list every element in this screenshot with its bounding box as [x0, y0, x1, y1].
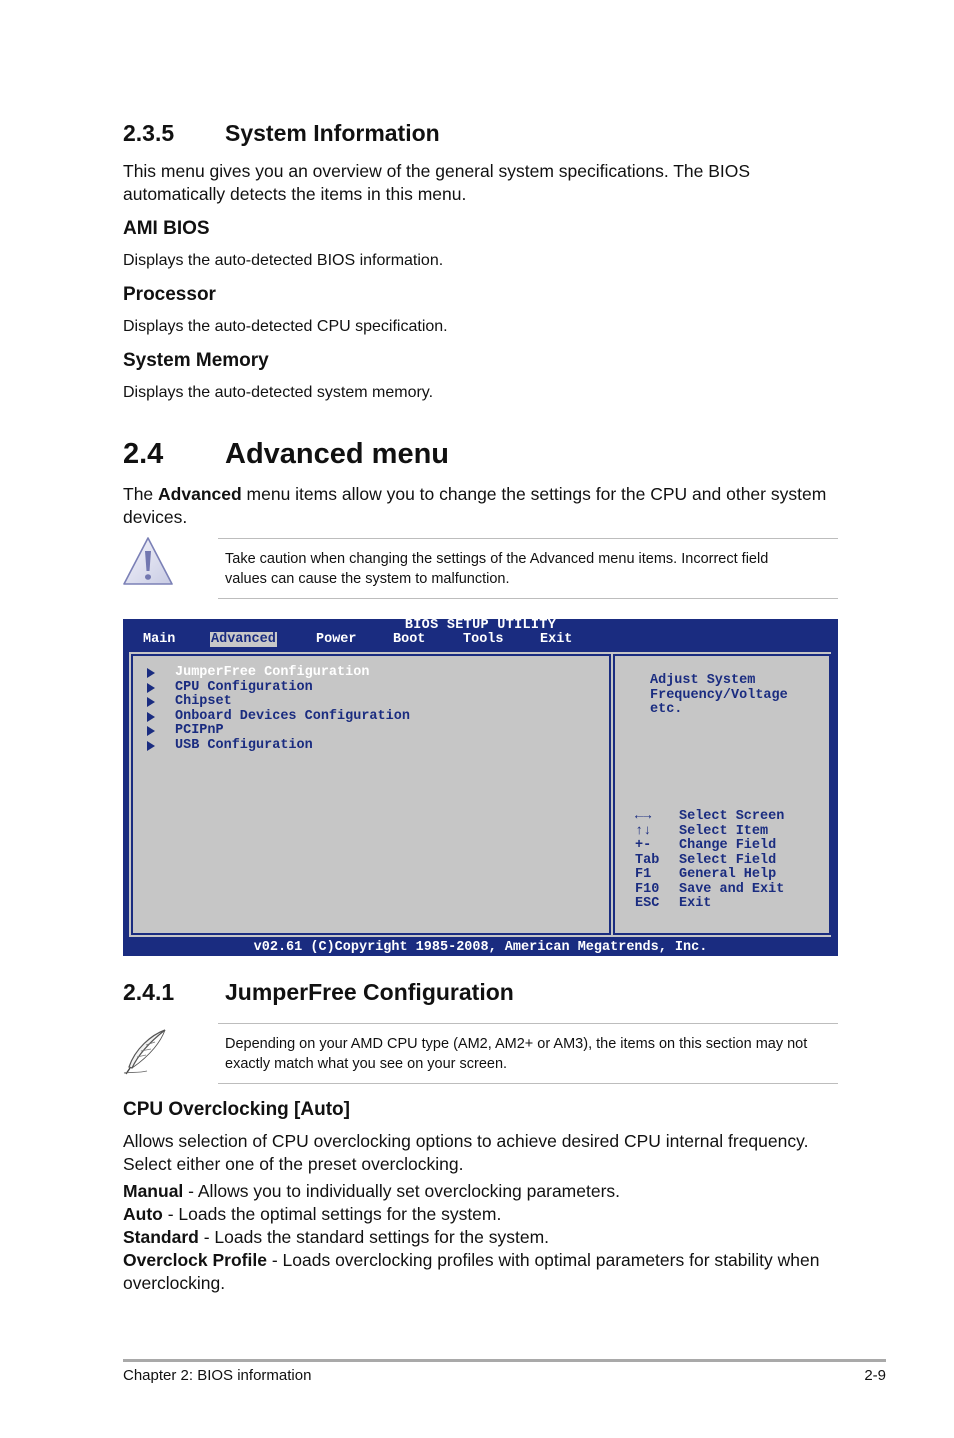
section-heading-2-4-1: [123, 979, 514, 1006]
bios-item-jumperfree[interactable]: [175, 666, 369, 681]
cpu-overclocking-options: [123, 1180, 843, 1295]
bios-help-line-1: Adjust System: [650, 673, 756, 688]
option-overclock-profile: [123, 1249, 843, 1272]
intro-pre: The: [123, 484, 159, 504]
caution-top-rule: [218, 538, 838, 539]
key-label: ESC: [635, 896, 660, 911]
bios-copyright: v02.61 (C)Copyright 1985-2008, American Megatrends, Inc.: [253, 940, 708, 955]
option-auto: [123, 1203, 843, 1226]
bios-help-line-2: Frequency/Voltage: [650, 687, 788, 703]
bios-items-pane: [131, 654, 611, 935]
bios-item-pcipnp[interactable]: [175, 724, 224, 739]
note-bottom-rule: [218, 1083, 838, 1084]
bios-item-label: Onboard Devices Configuration: [175, 708, 410, 724]
bios-item-usb-config[interactable]: [175, 739, 313, 754]
section-number: 2.4: [123, 438, 164, 470]
key-desc: Change Field: [679, 838, 777, 853]
cpu-desc-line-2: Select either one of the preset overclocking.: [123, 1154, 464, 1174]
key-desc: Exit: [679, 896, 712, 911]
bios-menu-tools[interactable]: Tools: [463, 632, 504, 647]
item-desc-ami-bios: Displays the auto-detected BIOS information.: [123, 252, 444, 269]
key-desc: Select Screen: [679, 809, 785, 824]
section-number: 2.4.1: [123, 979, 175, 1005]
bios-menu-power[interactable]: Power: [316, 632, 357, 647]
submenu-arrow-icon: [147, 683, 155, 693]
caution-bottom-rule: [218, 598, 838, 599]
item-title-processor: Processor: [123, 284, 216, 305]
bios-item-onboard-devices[interactable]: [175, 710, 410, 725]
section-intro: [123, 160, 750, 206]
section-title: JumperFree Configuration: [225, 979, 514, 1005]
item-desc-system-memory: Displays the auto-detected system memory.: [123, 384, 434, 401]
section-title: System Information: [225, 120, 440, 146]
left-right-arrows-icon: ←→: [635, 809, 652, 824]
option-desc: - Loads overclocking profiles with optimal parameters for stability when: [266, 1250, 820, 1270]
bios-item-cpu-config[interactable]: [175, 681, 313, 696]
option-manual: [123, 1180, 843, 1203]
bios-help-pane: [613, 654, 831, 935]
note-line-1: Depending on your AMD CPU type (AM2, AM2+ or AM3), the items on this section may not: [225, 1036, 808, 1052]
item-title-system-memory: System Memory: [123, 350, 269, 371]
bios-menu-advanced[interactable]: Advanced: [211, 632, 276, 647]
key-label: F10: [635, 881, 660, 897]
footer-page-number: 2-9: [864, 1367, 886, 1384]
submenu-arrow-icon: [147, 741, 155, 751]
option-name: Overclock Profile: [123, 1250, 267, 1270]
caution-icon: [121, 534, 175, 588]
submenu-arrow-icon: [147, 668, 155, 678]
option-desc: - Allows you to individually set overclocking parameters.: [183, 1181, 621, 1201]
bios-item-label: JumperFree Configuration: [175, 665, 370, 680]
bios-item-label: PCIPnP: [175, 723, 224, 738]
key-label: Tab: [635, 852, 660, 868]
footer-rule: [123, 1359, 886, 1362]
up-down-arrows-icon: ↑↓: [635, 823, 652, 839]
section-title: Advanced menu: [225, 438, 449, 470]
option-name: Manual: [123, 1181, 184, 1201]
section-heading-2-4: [123, 438, 449, 471]
bios-menu-main[interactable]: Main: [143, 632, 176, 647]
submenu-arrow-icon: [147, 726, 155, 736]
intro-post: menu items allow you to change the settings for the CPU and other system: [241, 484, 827, 504]
key-label: F1: [635, 867, 652, 882]
key-desc: Save and Exit: [679, 881, 785, 897]
advanced-intro-line-2: devices.: [123, 507, 188, 527]
section-heading-2-3-5: [123, 120, 440, 147]
bios-title: BIOS SETUP UTILITY: [404, 618, 557, 633]
bios-item-label: USB Configuration: [175, 737, 313, 753]
key-desc: General Help: [679, 867, 777, 882]
caution-line-2: values can cause the system to malfunction.: [225, 571, 510, 587]
note-top-rule: [218, 1023, 838, 1024]
bios-menu-bar: [123, 632, 838, 647]
footer-chapter: Chapter 2: BIOS information: [123, 1367, 312, 1384]
note-text: [225, 1034, 807, 1074]
bios-item-chipset[interactable]: [175, 695, 232, 710]
bios-panel: [127, 650, 833, 939]
caution-text: [225, 549, 768, 589]
feather-pen-icon: [121, 1027, 171, 1077]
cpu-desc-line-1: Allows selection of CPU overclocking options to achieve desired CPU internal frequency.: [123, 1131, 809, 1151]
cpu-overclocking-desc: [123, 1130, 808, 1176]
bios-item-label: CPU Configuration: [175, 679, 313, 695]
item-desc-processor: Displays the auto-detected CPU specification.: [123, 318, 448, 335]
intro-line-1: This menu gives you an overview of the general system specifications. The BIOS: [123, 161, 751, 181]
option-name: Standard: [123, 1227, 199, 1247]
advanced-intro: [123, 483, 843, 529]
submenu-arrow-icon: [147, 697, 155, 707]
option-desc: - Loads the optimal settings for the system.: [162, 1204, 502, 1224]
note-line-2: exactly match what you see on your screen.: [225, 1056, 508, 1072]
submenu-arrow-icon: [147, 712, 155, 722]
key-label: +-: [635, 838, 652, 853]
bios-item-label: Chipset: [175, 694, 232, 709]
bios-help-line-3: etc.: [650, 702, 683, 717]
intro-line-2: automatically detects the items in this menu.: [123, 184, 467, 204]
option-standard: [123, 1226, 843, 1249]
bios-screen: [123, 619, 838, 956]
key-desc: Select Field: [679, 852, 777, 868]
item-title-ami-bios: AMI BIOS: [123, 218, 210, 239]
option-overclock-profile-tail: overclocking.: [123, 1273, 226, 1293]
intro-bold: Advanced: [158, 484, 242, 504]
bios-menu-boot[interactable]: Boot: [393, 632, 426, 647]
caution-line-1: Take caution when changing the settings of the Advanced menu items. Incorrect field: [225, 551, 769, 567]
option-name: Auto: [123, 1204, 163, 1224]
key-desc: Select Item: [679, 823, 769, 839]
section-number: 2.3.5: [123, 120, 175, 146]
cpu-overclocking-title: CPU Overclocking [Auto]: [123, 1099, 350, 1120]
bios-menu-exit[interactable]: Exit: [540, 632, 573, 647]
option-desc: - Loads the standard settings for the system.: [198, 1227, 550, 1247]
advanced-intro-line-1: [123, 483, 843, 506]
